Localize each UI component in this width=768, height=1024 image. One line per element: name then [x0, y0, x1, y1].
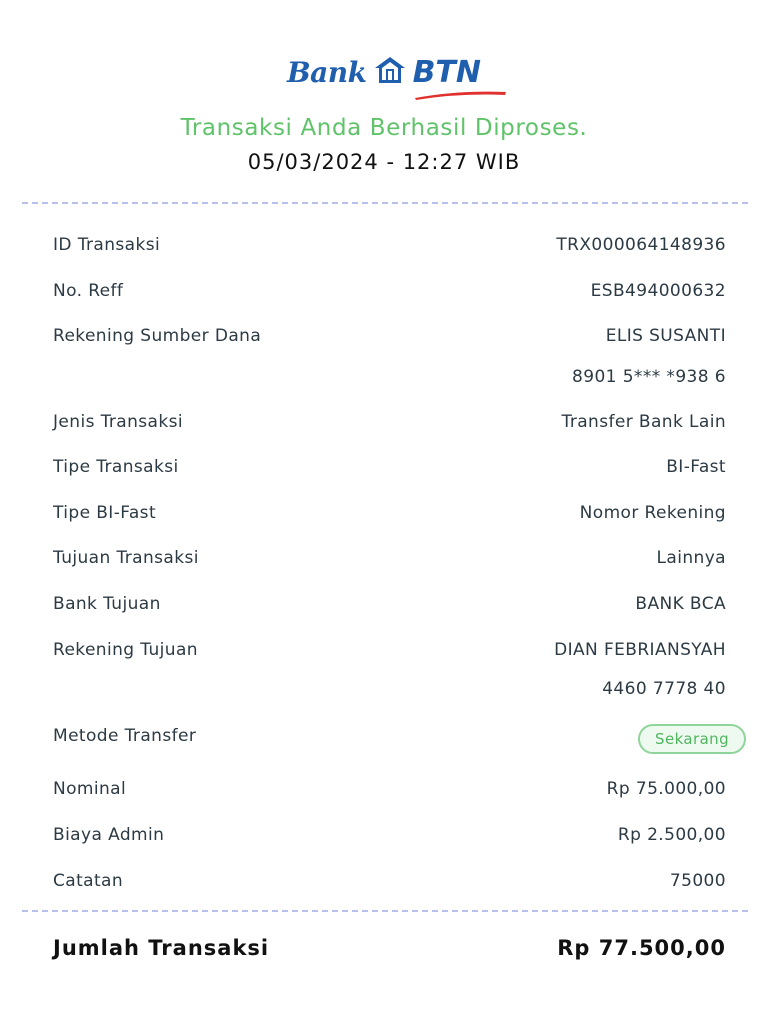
total-label: Jumlah Transaksi	[53, 936, 270, 960]
value-nominal: Rp 75.000,00	[606, 779, 726, 799]
bank-logo	[0, 52, 768, 92]
value-tipe-bifast: Nomor Rekening	[579, 503, 726, 523]
success-message: Transaksi Anda Berhasil Diproses.	[180, 115, 588, 141]
row-rekening-sumber	[53, 326, 726, 350]
value-no-reff: ESB494000632	[590, 281, 726, 301]
value-rekening-sumber-number: 8901 5*** *938 6	[572, 367, 726, 387]
row-rekening-tujuan-number	[53, 679, 726, 703]
label-tipe-transaksi: Tipe Transaksi	[53, 457, 179, 477]
label-catatan: Catatan	[53, 871, 124, 891]
row-jenis-transaksi	[53, 412, 726, 436]
row-metode-transfer	[53, 726, 729, 750]
logo-swoosh	[413, 88, 508, 100]
metode-transfer-badge: Sekarang	[638, 724, 746, 754]
value-jenis-transaksi: Transfer Bank Lain	[561, 412, 726, 432]
value-catatan: 75000	[669, 871, 726, 891]
label-rekening-sumber: Rekening Sumber Dana	[53, 326, 262, 346]
value-tujuan-transaksi: Lainnya	[656, 548, 726, 568]
value-rekening-sumber-name: ELIS SUSANTI	[605, 326, 726, 346]
value-bank-tujuan: BANK BCA	[635, 594, 726, 614]
label-nominal: Nominal	[53, 779, 127, 799]
row-tipe-bifast	[53, 503, 726, 527]
row-catatan	[53, 871, 726, 895]
row-tujuan-transaksi	[53, 548, 726, 572]
label-tujuan-transaksi: Tujuan Transaksi	[53, 548, 199, 568]
row-bank-tujuan	[53, 594, 726, 618]
value-biaya-admin: Rp 2.500,00	[617, 825, 726, 845]
label-jenis-transaksi: Jenis Transaksi	[53, 412, 183, 432]
label-biaya-admin: Biaya Admin	[53, 825, 165, 845]
row-no-reff	[53, 281, 726, 305]
value-rekening-tujuan-name: DIAN FEBRIANSYAH	[554, 640, 726, 660]
label-rekening-tujuan: Rekening Tujuan	[53, 640, 198, 660]
label-no-reff: No. Reff	[53, 281, 124, 301]
row-rekening-tujuan	[53, 640, 726, 664]
value-tipe-transaksi: BI-Fast	[666, 457, 726, 477]
row-biaya-admin	[53, 825, 726, 849]
row-tipe-transaksi	[53, 457, 726, 481]
transaction-datetime: 05/03/2024 - 12:27 WIB	[247, 150, 521, 174]
row-rekening-sumber-number	[53, 367, 726, 391]
label-id-transaksi: ID Transaksi	[53, 235, 161, 255]
logo-bank-text: Bank	[286, 55, 367, 89]
house-icon	[373, 55, 407, 89]
total-value: Rp 77.500,00	[557, 936, 726, 960]
row-id-transaksi	[53, 235, 726, 259]
label-tipe-bifast: Tipe BI-Fast	[53, 503, 157, 523]
logo-btn-text: BTN	[412, 54, 481, 90]
divider-bottom	[22, 910, 748, 912]
row-nominal	[53, 779, 726, 803]
value-rekening-tujuan-number: 4460 7778 40	[602, 679, 726, 699]
value-id-transaksi: TRX000064148936	[556, 235, 726, 255]
label-bank-tujuan: Bank Tujuan	[53, 594, 161, 614]
divider-top	[22, 202, 748, 204]
total-row	[53, 936, 726, 966]
label-metode-transfer: Metode Transfer	[53, 726, 197, 746]
